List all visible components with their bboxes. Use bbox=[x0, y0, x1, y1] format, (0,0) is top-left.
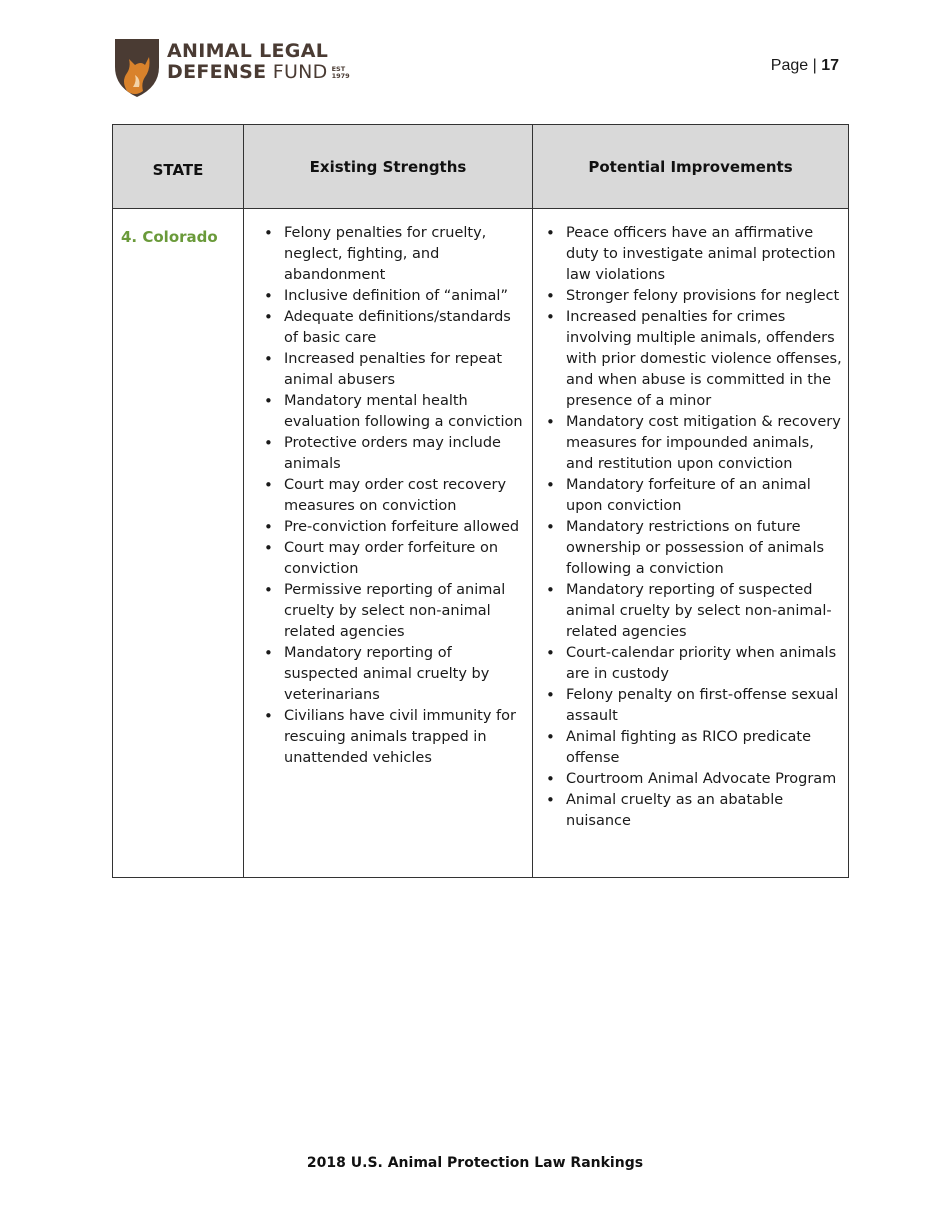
improvements-item: • Court-calendar priority when animals are in custody bbox=[566, 643, 842, 685]
logo-est bbox=[332, 66, 350, 80]
strengths-item: • Inclusive definition of “animal” bbox=[284, 286, 524, 307]
strengths-item: • Court may order cost recovery measures on conviction bbox=[284, 475, 524, 517]
column-header-state: STATE bbox=[113, 125, 244, 209]
improvements-item: • Animal fighting as RICO predicate offense bbox=[566, 727, 842, 769]
logo-wordmark bbox=[167, 41, 350, 83]
strengths-item: • Mandatory mental health evaluation following a conviction bbox=[284, 391, 524, 433]
improvements-item: • Mandatory forfeiture of an animal upon conviction bbox=[566, 475, 842, 517]
improvements-item: • Animal cruelty as an abatable nuisance bbox=[566, 790, 842, 832]
strengths-item: • Felony penalties for cruelty, neglect, fighting, and abandonment bbox=[284, 223, 524, 286]
page-number bbox=[771, 57, 839, 75]
strengths-list bbox=[244, 223, 524, 769]
logo-line-2 bbox=[167, 62, 350, 83]
strengths-cell bbox=[244, 209, 533, 878]
column-header-improvements: Potential Improvements bbox=[533, 125, 849, 209]
logo-est-year: 1979 bbox=[331, 71, 350, 80]
column-header-strengths: Existing Strengths bbox=[244, 125, 533, 209]
strengths-item: • Increased penalties for repeat animal abusers bbox=[284, 349, 524, 391]
strengths-item: • Court may order forfeiture on conviction bbox=[284, 538, 524, 580]
improvements-item: • Felony penalty on first-offense sexual assault bbox=[566, 685, 842, 727]
logo-fund: FUND bbox=[266, 61, 328, 83]
page-label: Page | bbox=[770, 57, 822, 74]
strengths-item: • Permissive reporting of animal cruelty by select non-animal related agencies bbox=[284, 580, 524, 643]
improvements-item: • Mandatory reporting of suspected animal cruelty by select non-animal-related agencies bbox=[566, 580, 842, 643]
improvements-item: • Mandatory cost mitigation & recovery measures for impounded animals, and restitution upon conviction bbox=[566, 412, 842, 475]
footer-title: 2018 U.S. Animal Protection Law Rankings bbox=[306, 1155, 644, 1171]
improvements-list bbox=[533, 223, 842, 832]
improvements-item: • Mandatory restrictions on future ownership or possession of animals following a conviction bbox=[566, 517, 842, 580]
improvements-item: • Increased penalties for crimes involving multiple animals, offenders with prior domestic violence offenses, and when abuse is committed in the presence of a minor bbox=[566, 307, 842, 412]
strengths-item: • Pre-conviction forfeiture allowed bbox=[284, 517, 524, 538]
strengths-item: • Protective orders may include animals bbox=[284, 433, 524, 475]
logo-defense: DEFENSE bbox=[167, 61, 267, 83]
table-header-row bbox=[113, 125, 849, 209]
improvements-item: • Stronger felony provisions for neglect bbox=[566, 286, 842, 307]
state-cell bbox=[113, 209, 244, 878]
fox-shield-icon bbox=[113, 37, 161, 99]
state-name: 4. Colorado bbox=[121, 228, 218, 246]
logo-est-label: EST bbox=[331, 64, 346, 73]
logo-line-1: ANIMAL LEGAL bbox=[167, 40, 329, 62]
improvements-item: • Courtroom Animal Advocate Program bbox=[566, 769, 842, 790]
strengths-item: • Civilians have civil immunity for rescuing animals trapped in unattended vehicles bbox=[284, 706, 524, 769]
table-row bbox=[113, 209, 849, 878]
strengths-item: • Mandatory reporting of suspected animal cruelty by veterinarians bbox=[284, 643, 524, 706]
strengths-item: • Adequate definitions/standards of basic care bbox=[284, 307, 524, 349]
aldf-logo bbox=[113, 37, 358, 99]
improvements-item: • Peace officers have an affirmative duty to investigate animal protection law violations bbox=[566, 223, 842, 286]
page-number-value: 17 bbox=[821, 57, 839, 74]
rankings-table bbox=[112, 124, 849, 878]
improvements-cell bbox=[533, 209, 849, 878]
